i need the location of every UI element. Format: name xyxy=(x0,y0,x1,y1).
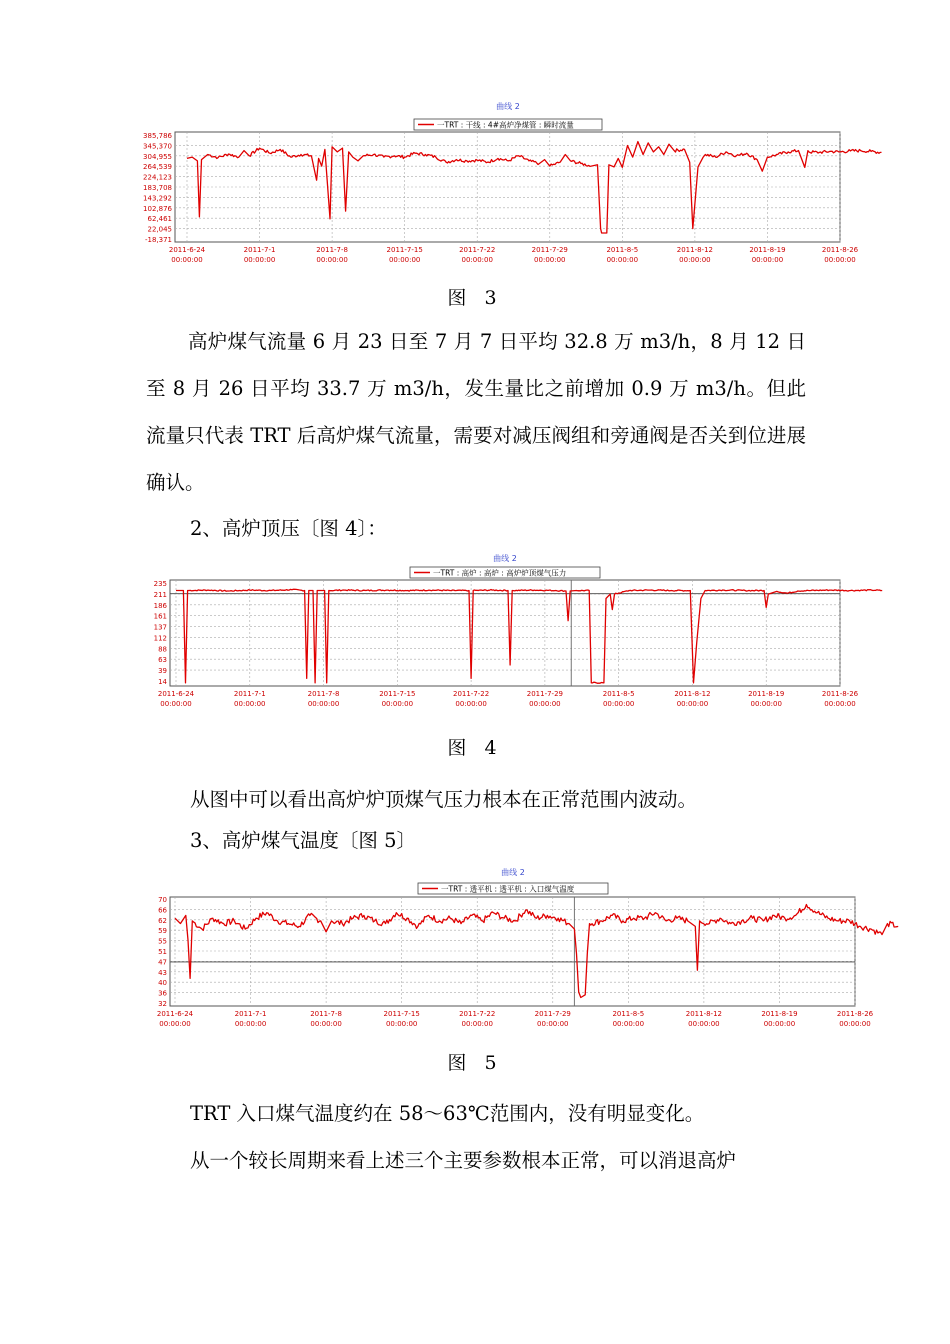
figure-3-chart xyxy=(130,100,859,270)
x-tick-date: 2011-6-24 xyxy=(157,690,195,698)
section-heading-pressure: 2、高炉顶压〔图 4〕： xyxy=(190,517,387,540)
x-tick-time: 00:00:00 xyxy=(688,1020,720,1028)
y-tick-label: 88 xyxy=(158,645,167,654)
x-tick-date: 2011-6-24 xyxy=(168,246,206,254)
chart-tab-title: 曲线 2 xyxy=(496,102,520,111)
conclusion-sentence: 从一个较长周期来看上述三个主要参数根本正常，可以消退高炉 xyxy=(190,1149,737,1172)
x-tick-date: 2011-8-26 xyxy=(821,246,859,254)
y-tick-label: -18,371 xyxy=(144,236,172,244)
x-tick-date: 2011-8-19 xyxy=(761,1010,798,1018)
figure-3-caption: 图 3 xyxy=(447,287,503,309)
figure-5-caption: 图 5 xyxy=(447,1052,503,1074)
x-tick-time: 00:00:00 xyxy=(763,1020,796,1028)
y-tick-label: 183,708 xyxy=(143,184,172,192)
x-tick-date: 2011-7-1 xyxy=(243,246,276,254)
pressure-conclusion: 从图中可以看出高炉炉顶煤气压力根本在正常范围内波动。 xyxy=(190,788,698,811)
y-tick-label: 137 xyxy=(153,623,167,632)
x-tick-time: 00:00:00 xyxy=(310,1020,342,1028)
y-tick-label: 70 xyxy=(158,896,167,904)
x-tick-time: 00:00:00 xyxy=(316,256,348,264)
x-tick-date: 2011-8-5 xyxy=(606,246,639,254)
x-tick-time: 00:00:00 xyxy=(824,256,856,264)
section-heading-temperature: 3、高炉煤气温度〔图 5〕 xyxy=(190,829,417,852)
x-tick-time: 00:00:00 xyxy=(824,700,856,708)
y-tick-label: 47 xyxy=(158,958,167,967)
y-tick-label: 36 xyxy=(158,989,167,998)
y-tick-label: 22,045 xyxy=(147,225,172,234)
x-tick-date: 2011-7-15 xyxy=(379,690,416,698)
y-tick-label: 39 xyxy=(158,667,167,676)
x-tick-date: 2011-8-5 xyxy=(602,690,635,698)
y-tick-label: 40 xyxy=(158,979,167,988)
x-tick-time: 00:00:00 xyxy=(388,256,421,264)
x-tick-time: 00:00:00 xyxy=(602,700,635,708)
x-tick-date: 2011-7-8 xyxy=(316,246,349,254)
x-tick-date: 2011-7-22 xyxy=(459,246,496,254)
x-tick-date: 2011-7-15 xyxy=(386,246,423,254)
x-tick-time: 00:00:00 xyxy=(461,1020,493,1028)
figure-4-chart xyxy=(130,552,859,717)
x-tick-date: 2011-8-19 xyxy=(748,690,785,698)
x-tick-date: 2011-7-15 xyxy=(383,1010,420,1018)
y-tick-label: 102,876 xyxy=(143,204,172,213)
temperature-chart-svg xyxy=(130,866,874,1036)
x-tick-time: 00:00:00 xyxy=(612,1020,645,1028)
x-tick-time: 00:00:00 xyxy=(385,1020,418,1028)
y-tick-label: 66 xyxy=(158,906,167,915)
x-tick-time: 00:00:00 xyxy=(307,700,340,708)
x-tick-time: 00:00:00 xyxy=(455,700,487,708)
y-tick-label: 62,461 xyxy=(147,215,172,224)
y-tick-label: 345,370 xyxy=(143,142,172,151)
x-tick-time: 00:00:00 xyxy=(750,700,782,708)
x-tick-time: 00:00:00 xyxy=(159,1020,191,1028)
y-tick-label: 211 xyxy=(153,590,167,599)
x-tick-time: 00:00:00 xyxy=(537,1020,569,1028)
y-tick-label: 32 xyxy=(158,1000,167,1008)
x-tick-date: 2011-7-1 xyxy=(234,1010,267,1018)
legend-label: 一TRT : 干线 : 4#高炉净煤管 : 瞬时流量 xyxy=(437,120,574,130)
y-tick-label: 43 xyxy=(158,968,167,977)
x-tick-date: 2011-7-22 xyxy=(459,1010,496,1018)
x-tick-date: 2011-8-12 xyxy=(676,246,714,254)
y-tick-label: 59 xyxy=(158,927,167,936)
x-tick-time: 00:00:00 xyxy=(381,700,414,708)
x-tick-date: 2011-7-29 xyxy=(526,690,564,698)
y-tick-label: 304,955 xyxy=(143,152,172,161)
x-tick-date: 2011-7-8 xyxy=(307,690,340,698)
legend-label: 一TRT : 高炉 : 高炉 : 高炉炉顶煤气压力 xyxy=(433,568,567,578)
x-tick-time: 00:00:00 xyxy=(676,700,709,708)
y-tick-label: 235 xyxy=(153,580,167,588)
x-tick-time: 00:00:00 xyxy=(751,256,784,264)
y-tick-label: 62 xyxy=(158,916,167,925)
y-tick-label: 55 xyxy=(158,937,167,946)
flow-chart-svg xyxy=(130,100,859,270)
x-tick-date: 2011-8-19 xyxy=(749,246,786,254)
x-tick-time: 00:00:00 xyxy=(606,256,639,264)
chart-tab-title: 曲线 2 xyxy=(501,868,525,877)
flow-paragraph: 高炉煤气流量 6 月 23 日至 7 月 7 日平均 32.8 万 m3/h，8 月 12 日至 8 月 26 日平均 33.7 万 m3/h，发生量比之前增加 0.9 万 m3/h。但此流量只代表 TRT 后高炉煤气流量，需要对减压阀组和旁通阀是否关到位进展确认。 xyxy=(146,330,806,494)
x-tick-time: 00:00:00 xyxy=(234,700,266,708)
x-tick-date: 2011-8-26 xyxy=(836,1010,874,1018)
y-tick-label: 186 xyxy=(153,601,167,610)
x-tick-date: 2011-8-5 xyxy=(612,1010,645,1018)
x-tick-time: 00:00:00 xyxy=(160,700,192,708)
legend-label: 一TRT : 透平机 : 透平机 : 入口煤气温度 xyxy=(441,884,575,894)
x-tick-time: 00:00:00 xyxy=(839,1020,871,1028)
x-tick-time: 00:00:00 xyxy=(529,700,561,708)
plot-area xyxy=(170,897,855,1006)
x-tick-date: 2011-8-26 xyxy=(821,690,859,698)
x-tick-time: 00:00:00 xyxy=(461,256,493,264)
pressure-chart-svg xyxy=(130,552,859,717)
y-tick-label: 264,539 xyxy=(143,163,172,172)
y-tick-label: 51 xyxy=(158,948,167,956)
x-tick-date: 2011-7-22 xyxy=(452,690,490,698)
x-tick-date: 2011-7-29 xyxy=(531,246,568,254)
x-tick-time: 00:00:00 xyxy=(234,1020,267,1028)
y-tick-label: 161 xyxy=(153,612,167,621)
x-tick-time: 00:00:00 xyxy=(243,256,276,264)
y-tick-label: 112 xyxy=(153,634,167,643)
x-tick-date: 2011-7-8 xyxy=(310,1010,343,1018)
x-tick-time: 00:00:00 xyxy=(534,256,566,264)
temperature-conclusion: TRT 入口煤气温度约在 58～63℃范围内，没有明显变化。 xyxy=(190,1102,705,1125)
chart-tab-title: 曲线 2 xyxy=(493,554,517,563)
y-tick-label: 385,786 xyxy=(143,132,172,140)
y-tick-label: 63 xyxy=(158,656,167,665)
x-tick-date: 2011-7-1 xyxy=(233,690,266,698)
figure-4-caption: 图 4 xyxy=(447,737,503,759)
x-tick-time: 00:00:00 xyxy=(171,256,203,264)
x-tick-date: 2011-8-12 xyxy=(674,690,711,698)
x-tick-date: 2011-6-24 xyxy=(156,1010,194,1018)
y-tick-label: 14 xyxy=(158,678,167,686)
y-tick-label: 224,123 xyxy=(143,173,172,182)
y-tick-label: 143,292 xyxy=(143,194,172,203)
x-tick-time: 00:00:00 xyxy=(679,256,711,264)
x-tick-date: 2011-8-12 xyxy=(685,1010,723,1018)
figure-5-chart xyxy=(130,866,874,1036)
x-tick-date: 2011-7-29 xyxy=(534,1010,571,1018)
